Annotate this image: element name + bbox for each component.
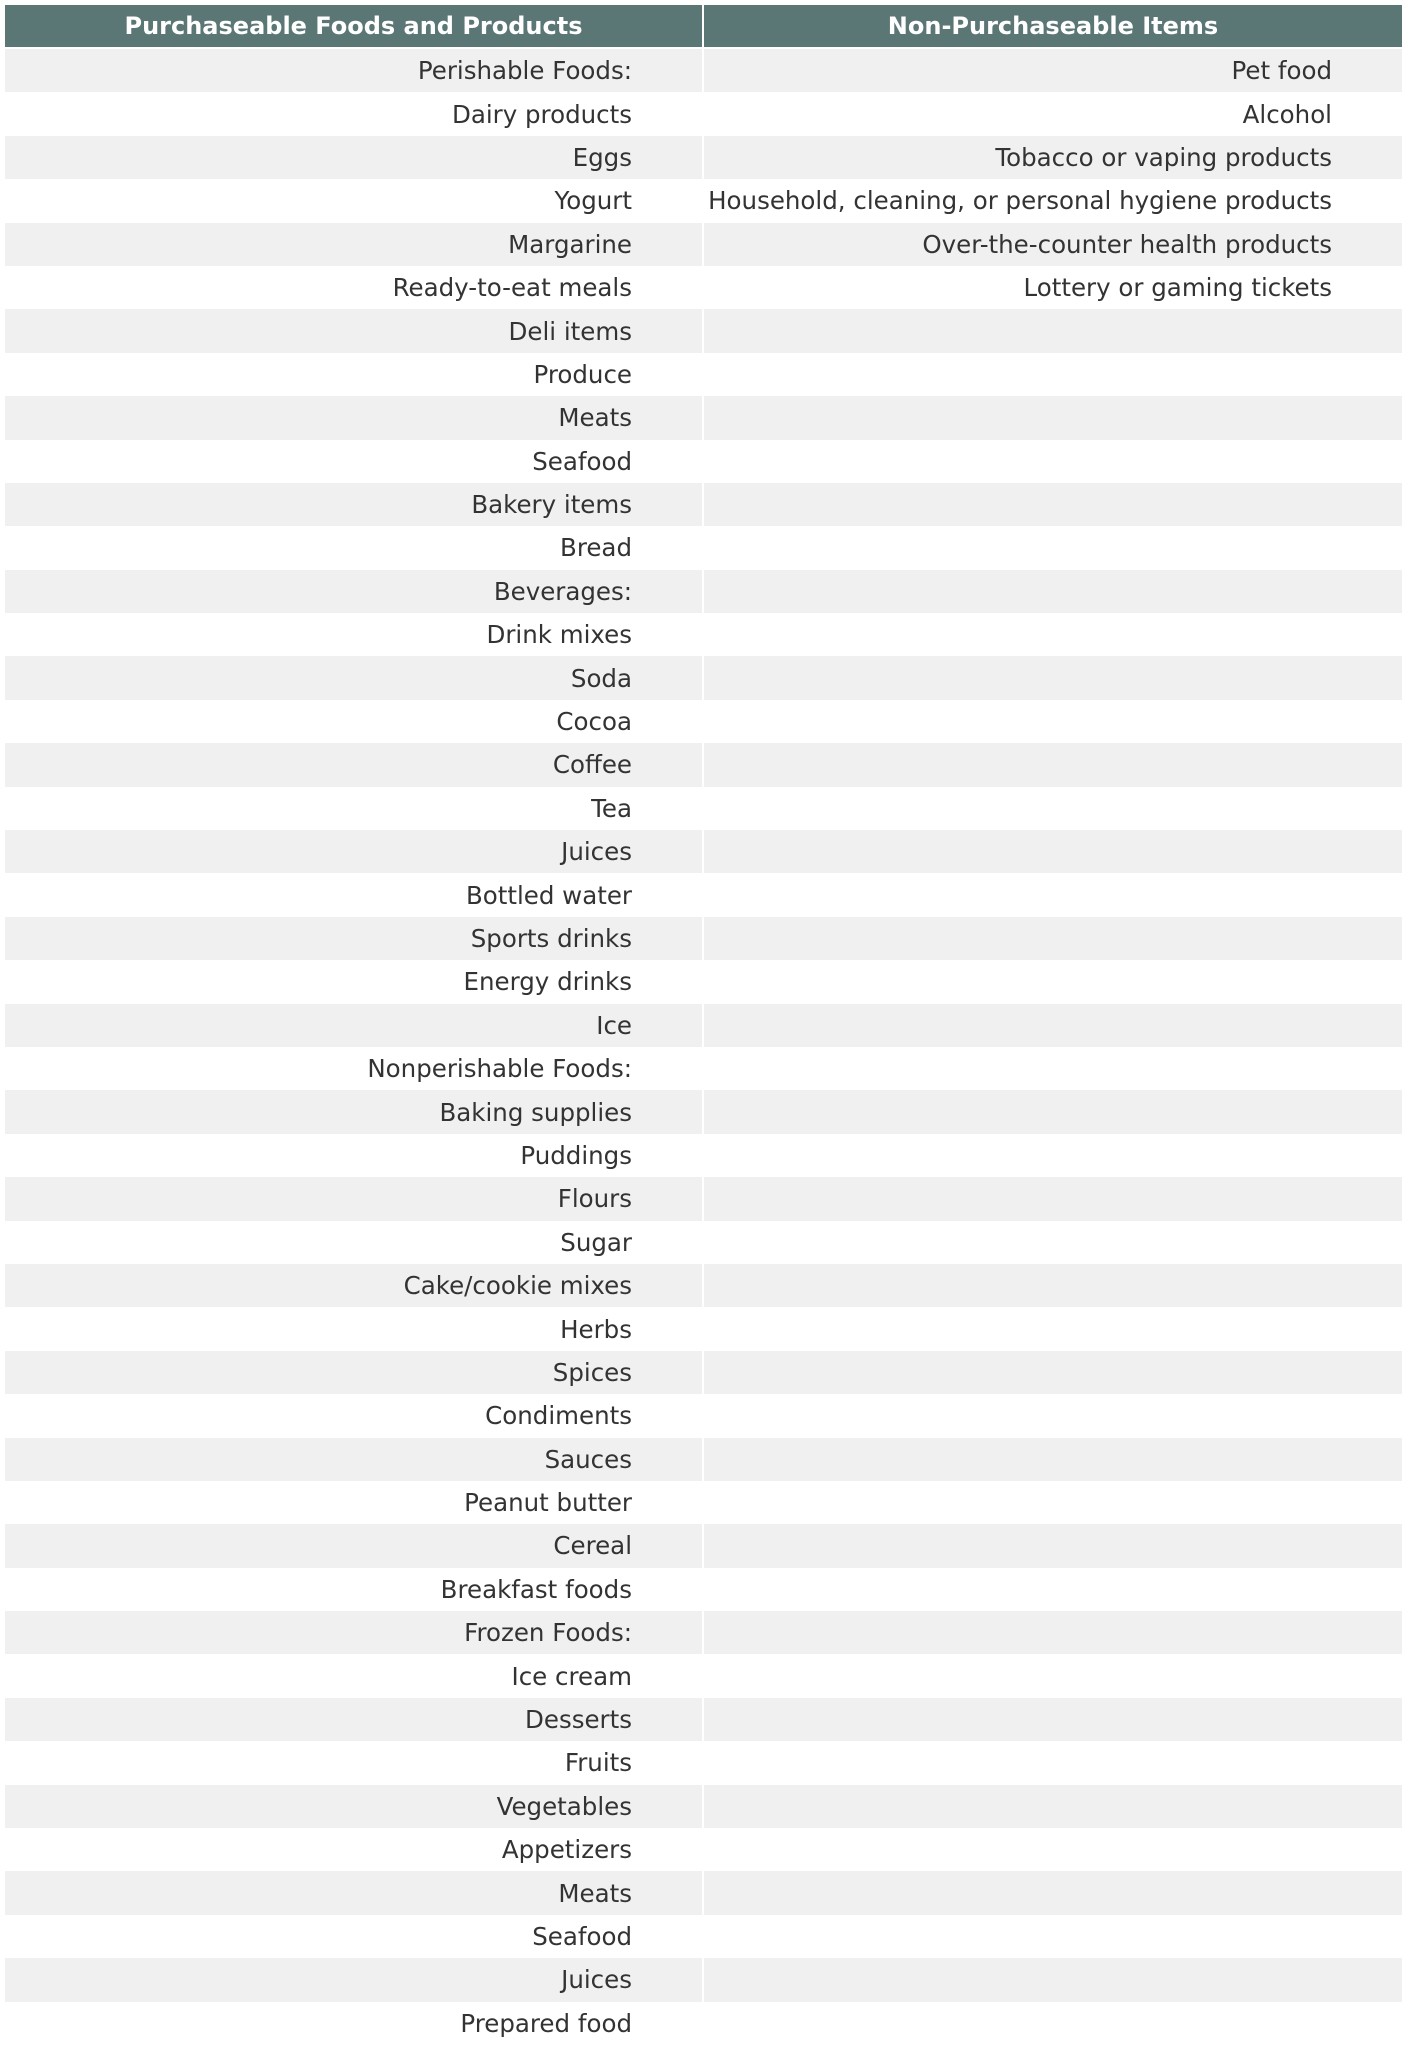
purchaseable-item-cell: Juices [5, 1958, 703, 2001]
non-purchaseable-item-cell [703, 1481, 1402, 1524]
table-row [5, 1654, 1402, 1697]
non-purchaseable-item-cell [703, 873, 1402, 916]
non-purchaseable-item-cell [703, 1741, 1402, 1784]
purchaseable-item-cell: Cereal [5, 1524, 703, 1567]
table-row [5, 48, 1402, 92]
purchaseable-item-cell: Breakfast foods [5, 1568, 703, 1611]
table-row [5, 440, 1402, 483]
non-purchaseable-item-cell: Over-the-counter health products [703, 223, 1402, 266]
purchaseable-item-cell: Ice [5, 1004, 703, 1047]
purchaseable-item-cell: Eggs [5, 136, 703, 179]
table-row [5, 1871, 1402, 1914]
column-header-non-purchaseable: Non-Purchaseable Items [703, 5, 1402, 48]
non-purchaseable-item-cell [703, 1307, 1402, 1350]
table-row [5, 1307, 1402, 1350]
purchaseable-item-cell: Sauces [5, 1438, 703, 1481]
table-row [5, 2002, 1402, 2045]
table-row [5, 917, 1402, 960]
table-row [5, 1264, 1402, 1307]
non-purchaseable-item-cell [703, 2002, 1402, 2045]
purchaseable-item-cell: Seafood [5, 1915, 703, 1958]
non-purchaseable-item-cell [703, 440, 1402, 483]
purchaseable-item-cell: Desserts [5, 1698, 703, 1741]
non-purchaseable-item-cell: Pet food [703, 48, 1402, 92]
table-body [5, 48, 1402, 2045]
purchaseable-item-cell: Cocoa [5, 700, 703, 743]
purchaseable-item-cell: Meats [5, 396, 703, 439]
purchaseable-item-cell: Ice cream [5, 1654, 703, 1697]
non-purchaseable-item-cell [703, 656, 1402, 699]
non-purchaseable-item-cell: Lottery or gaming tickets [703, 266, 1402, 309]
purchaseable-item-cell: Tea [5, 787, 703, 830]
table-row [5, 1221, 1402, 1264]
table-row [5, 1741, 1402, 1784]
purchaseable-item-cell: Dairy products [5, 92, 703, 135]
purchaseable-item-cell: Produce [5, 353, 703, 396]
table-row [5, 526, 1402, 569]
non-purchaseable-item-cell [703, 1004, 1402, 1047]
purchase-eligibility-table [5, 5, 1402, 2045]
table-row [5, 700, 1402, 743]
table-row [5, 613, 1402, 656]
purchaseable-item-cell: Nonperishable Foods: [5, 1047, 703, 1090]
purchaseable-item-cell: Peanut butter [5, 1481, 703, 1524]
table-row [5, 1524, 1402, 1567]
table-row [5, 179, 1402, 222]
non-purchaseable-item-cell [703, 396, 1402, 439]
table-row [5, 309, 1402, 352]
non-purchaseable-item-cell [703, 1611, 1402, 1654]
table-row [5, 1047, 1402, 1090]
purchaseable-item-cell: Drink mixes [5, 613, 703, 656]
non-purchaseable-item-cell [703, 1871, 1402, 1914]
non-purchaseable-item-cell [703, 1698, 1402, 1741]
non-purchaseable-item-cell [703, 1047, 1402, 1090]
non-purchaseable-item-cell [703, 1568, 1402, 1611]
table-row [5, 1568, 1402, 1611]
purchaseable-item-cell: Beverages: [5, 570, 703, 613]
table-row [5, 1958, 1402, 2001]
table-row [5, 656, 1402, 699]
table-row [5, 787, 1402, 830]
table-row [5, 1351, 1402, 1394]
table-row [5, 1611, 1402, 1654]
non-purchaseable-item-cell [703, 353, 1402, 396]
table-row [5, 1394, 1402, 1437]
purchaseable-item-cell: Baking supplies [5, 1090, 703, 1133]
purchaseable-item-cell: Ready-to-eat meals [5, 266, 703, 309]
purchaseable-item-cell: Perishable Foods: [5, 48, 703, 92]
table-header [5, 5, 1402, 48]
table-row [5, 1090, 1402, 1133]
table-row [5, 483, 1402, 526]
non-purchaseable-item-cell: Household, cleaning, or personal hygiene products [703, 179, 1402, 222]
purchaseable-item-cell: Condiments [5, 1394, 703, 1437]
purchaseable-item-cell: Frozen Foods: [5, 1611, 703, 1654]
non-purchaseable-item-cell [703, 1785, 1402, 1828]
purchaseable-item-cell: Bakery items [5, 483, 703, 526]
table-row [5, 1438, 1402, 1481]
table-row [5, 960, 1402, 1003]
non-purchaseable-item-cell [703, 1177, 1402, 1220]
purchaseable-item-cell: Sugar [5, 1221, 703, 1264]
purchaseable-item-cell: Herbs [5, 1307, 703, 1350]
purchaseable-item-cell: Juices [5, 830, 703, 873]
non-purchaseable-item-cell: Tobacco or vaping products [703, 136, 1402, 179]
non-purchaseable-item-cell [703, 1828, 1402, 1871]
purchaseable-item-cell: Margarine [5, 223, 703, 266]
non-purchaseable-item-cell [703, 1524, 1402, 1567]
table-row [5, 266, 1402, 309]
non-purchaseable-item-cell [703, 526, 1402, 569]
purchaseable-item-cell: Seafood [5, 440, 703, 483]
non-purchaseable-item-cell [703, 960, 1402, 1003]
table-row [5, 1785, 1402, 1828]
non-purchaseable-item-cell [703, 830, 1402, 873]
table-row [5, 1828, 1402, 1871]
purchaseable-item-cell: Meats [5, 1871, 703, 1914]
purchaseable-item-cell: Sports drinks [5, 917, 703, 960]
purchaseable-item-cell: Fruits [5, 1741, 703, 1784]
table-row [5, 1004, 1402, 1047]
table-row [5, 1177, 1402, 1220]
table-row [5, 92, 1402, 135]
purchaseable-item-cell: Soda [5, 656, 703, 699]
non-purchaseable-item-cell [703, 1915, 1402, 1958]
non-purchaseable-item-cell [703, 1264, 1402, 1307]
table-row [5, 353, 1402, 396]
table-row [5, 1915, 1402, 1958]
non-purchaseable-item-cell [703, 1958, 1402, 2001]
non-purchaseable-item-cell [703, 743, 1402, 786]
non-purchaseable-item-cell [703, 1351, 1402, 1394]
non-purchaseable-item-cell [703, 570, 1402, 613]
non-purchaseable-item-cell [703, 787, 1402, 830]
header-row [5, 5, 1402, 48]
table-row [5, 570, 1402, 613]
purchaseable-item-cell: Cake/cookie mixes [5, 1264, 703, 1307]
table-row [5, 136, 1402, 179]
non-purchaseable-item-cell [703, 613, 1402, 656]
column-header-purchaseable: Purchaseable Foods and Products [5, 5, 703, 48]
purchaseable-item-cell: Energy drinks [5, 960, 703, 1003]
purchaseable-item-cell: Spices [5, 1351, 703, 1394]
purchaseable-item-cell: Appetizers [5, 1828, 703, 1871]
table-row [5, 1698, 1402, 1741]
non-purchaseable-item-cell [703, 1134, 1402, 1177]
table-row [5, 830, 1402, 873]
purchaseable-item-cell: Bread [5, 526, 703, 569]
non-purchaseable-item-cell [703, 1090, 1402, 1133]
purchaseable-item-cell: Vegetables [5, 1785, 703, 1828]
non-purchaseable-item-cell [703, 309, 1402, 352]
non-purchaseable-item-cell: Alcohol [703, 92, 1402, 135]
non-purchaseable-item-cell [703, 1221, 1402, 1264]
table-row [5, 743, 1402, 786]
purchaseable-item-cell: Flours [5, 1177, 703, 1220]
non-purchaseable-item-cell [703, 1394, 1402, 1437]
purchaseable-item-cell: Deli items [5, 309, 703, 352]
non-purchaseable-item-cell [703, 1438, 1402, 1481]
non-purchaseable-item-cell [703, 700, 1402, 743]
purchaseable-item-cell: Puddings [5, 1134, 703, 1177]
purchaseable-item-cell: Prepared food [5, 2002, 703, 2045]
non-purchaseable-item-cell [703, 483, 1402, 526]
non-purchaseable-item-cell [703, 1654, 1402, 1697]
table-row [5, 1481, 1402, 1524]
table-row [5, 1134, 1402, 1177]
table-row [5, 873, 1402, 916]
purchaseable-item-cell: Coffee [5, 743, 703, 786]
non-purchaseable-item-cell [703, 917, 1402, 960]
purchaseable-item-cell: Yogurt [5, 179, 703, 222]
table-row [5, 396, 1402, 439]
purchaseable-item-cell: Bottled water [5, 873, 703, 916]
table-row [5, 223, 1402, 266]
